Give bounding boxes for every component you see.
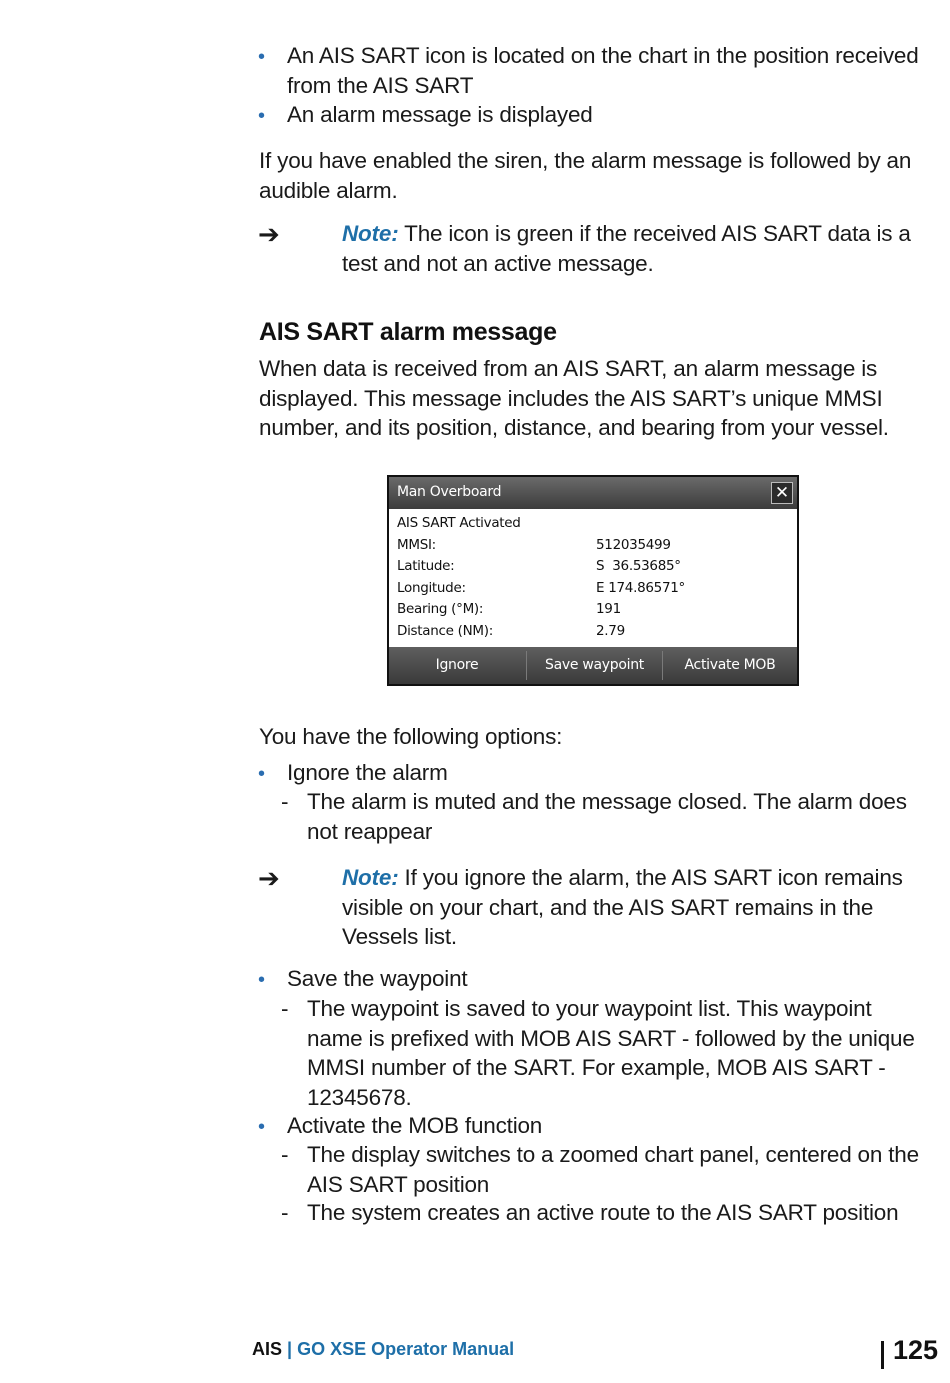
note-ignore: Note: If you ignore the alarm, the AIS SART icon remains visible on your chart, and the AIS SART remains in the Vessels list. bbox=[342, 865, 903, 949]
note-arrow-icon: ➔ bbox=[258, 219, 280, 249]
bullet-item-sart-icon: An AIS SART icon is located on the chart in the position received from the AIS SART bbox=[287, 43, 919, 98]
dialog-body bbox=[397, 515, 787, 644]
dialog-row-mmsi: MMSI: 512035499 bbox=[397, 536, 671, 553]
dash-marker: - bbox=[281, 789, 289, 814]
man-overboard-dialog bbox=[387, 475, 799, 686]
dash-marker: - bbox=[281, 1200, 289, 1225]
option-ignore-detail: The alarm is muted and the message closed. The alarm does not reappear bbox=[307, 789, 907, 844]
ignore-button[interactable]: Ignore bbox=[435, 657, 479, 673]
dialog-heading: AIS SART Activated bbox=[397, 515, 521, 531]
footer-divider bbox=[881, 1341, 884, 1369]
option-mob-title: Activate the MOB function bbox=[287, 1113, 543, 1138]
dash-marker: - bbox=[281, 1142, 289, 1167]
option-mob-detail-1: The display switches to a zoomed chart panel, centered on the AIS SART position bbox=[307, 1142, 919, 1197]
dash-marker: - bbox=[281, 996, 289, 1021]
bullet-marker: • bbox=[258, 105, 265, 127]
dialog-row-latitude: Latitude: S 36.53685° bbox=[397, 558, 681, 574]
footer-separator: | bbox=[282, 1339, 298, 1359]
siren-paragraph: If you have enabled the siren, the alarm message is followed by an audible alarm. bbox=[259, 148, 912, 203]
dialog-row-distance: Distance (NM): 2.79 bbox=[397, 622, 625, 639]
section-paragraph: When data is received from an AIS SART, an alarm message is displayed. This message includes the AIS SART’s unique MMSI number, and its position, distance, and bearing from your vessel. bbox=[259, 356, 889, 440]
page-footer bbox=[252, 1339, 514, 1360]
note-green-icon: Note: The icon is green if the received AIS SART data is a test and not an active message. bbox=[342, 221, 911, 276]
footer-section: AIS bbox=[252, 1339, 283, 1359]
save-waypoint-button[interactable]: Save waypoint bbox=[545, 657, 644, 673]
note-label: Note: bbox=[342, 221, 399, 246]
activate-mob-button[interactable]: Activate MOB bbox=[684, 657, 776, 673]
dialog-row-longitude: Longitude: E 174.86571° bbox=[397, 579, 685, 596]
dialog-title-bar bbox=[389, 477, 797, 509]
options-intro: You have the following options: bbox=[259, 724, 563, 749]
bullet-marker: • bbox=[258, 46, 265, 68]
option-save-detail: The waypoint is saved to your waypoint list. This waypoint name is prefixed with MOB AIS SART - followed by the unique MMSI number of the SART. For example, MOB AIS SART - 12345678. bbox=[307, 996, 915, 1110]
bullet-item-alarm-message: An alarm message is displayed bbox=[287, 102, 593, 127]
dialog-row-bearing: Bearing (°M): 191 bbox=[397, 601, 621, 617]
bullet-marker: • bbox=[258, 763, 265, 785]
note-label: Note: bbox=[342, 865, 399, 890]
close-icon[interactable]: ✕ bbox=[771, 482, 793, 504]
footer-manual: GO XSE Operator Manual bbox=[297, 1339, 515, 1359]
option-ignore-title: Ignore the alarm bbox=[287, 760, 448, 785]
section-title: AIS SART alarm message bbox=[259, 318, 557, 346]
dialog-button-bar bbox=[389, 647, 797, 684]
note-arrow-icon: ➔ bbox=[258, 863, 280, 893]
option-save-title: Save the waypoint bbox=[287, 966, 468, 991]
bullet-marker: • bbox=[258, 969, 265, 991]
dialog-title: Man Overboard bbox=[397, 484, 502, 500]
option-mob-detail-2: The system creates an active route to the AIS SART position bbox=[307, 1200, 899, 1225]
bullet-marker: • bbox=[258, 1116, 265, 1138]
dialog-heading-row bbox=[397, 515, 787, 537]
page-number: 125 bbox=[893, 1335, 939, 1365]
